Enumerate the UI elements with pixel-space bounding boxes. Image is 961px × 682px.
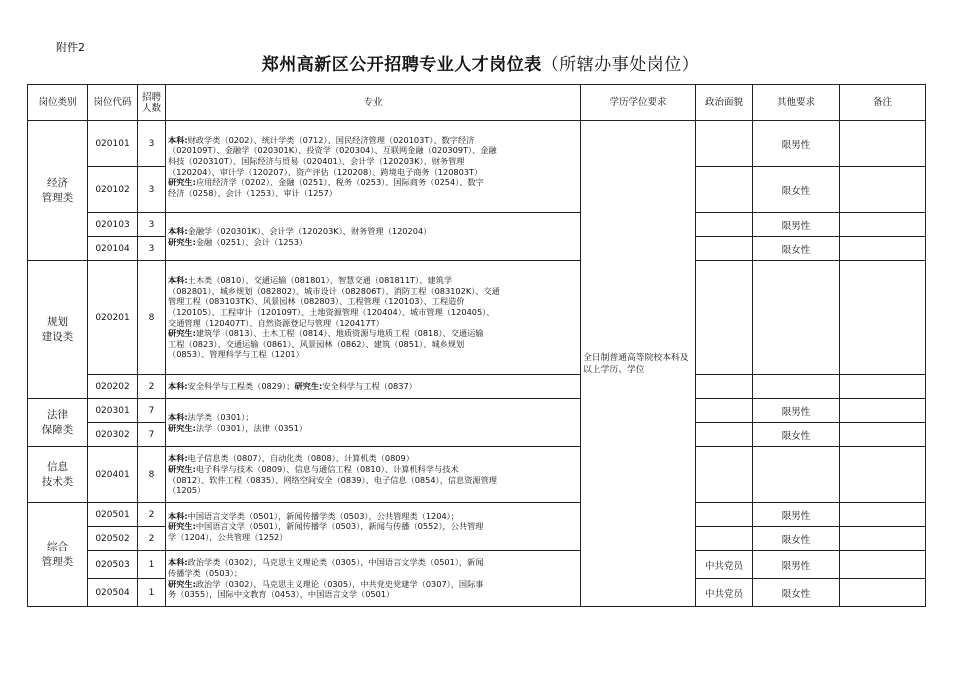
- major-text: 政治学类（0302），马克思主义理论类（0305），中国语言文学类（0501），新闻 传播学类（0503）；: [168, 557, 484, 578]
- category-cell: 经济 管理类: [28, 121, 88, 261]
- major-text: 法学（0301），法律（0351）: [195, 422, 308, 433]
- major-cell: [166, 551, 581, 607]
- code-cell: 020503: [88, 551, 138, 579]
- major-text: 财政学类（0202）、统计学类（0712）、国民经济管理（020103T）、数字经济 （020109T）、金融学（020301K）、投资学（020304）、互联网金融（020309T）、金融 科技（020310T）、国际经济与贸易（020401）、会计学（120203K）、财务管理 （120204）、审计学（120207）、资产评估（120208）、跨境电子商务（120803T）: [168, 134, 497, 177]
- code-cell: 020401: [88, 447, 138, 503]
- category-cell: 法律 保障类: [28, 399, 88, 447]
- positions-table: [27, 84, 926, 607]
- remarks-cell: [840, 551, 926, 579]
- political-cell: [696, 447, 753, 503]
- header-political: 政治面貌: [696, 85, 753, 121]
- page-title: [0, 50, 961, 75]
- table-row: [28, 121, 926, 167]
- other-cell: 限男性: [753, 121, 840, 167]
- remarks-cell: [840, 213, 926, 237]
- code-cell: 020504: [88, 579, 138, 607]
- label-benke: 本科:: [168, 510, 188, 521]
- title-main: 郑州高新区公开招聘专业人才岗位表: [261, 55, 542, 75]
- label-yanjiusheng: 研究生:: [168, 236, 196, 247]
- other-cell: 限女性: [753, 527, 840, 551]
- title-sub: （所辖办事处岗位）: [541, 55, 700, 75]
- other-cell: 限男性: [753, 551, 840, 579]
- political-cell: [696, 237, 753, 261]
- header-remarks: 备注: [840, 85, 926, 121]
- table-row: [28, 399, 926, 423]
- table-row: [28, 375, 926, 399]
- other-cell: [753, 261, 840, 375]
- major-text: 金融（0251）、会计（1253）: [195, 236, 308, 247]
- count-cell: 8: [138, 261, 166, 375]
- count-cell: 3: [138, 213, 166, 237]
- header-count: 招聘人数: [138, 85, 166, 121]
- table-row: [28, 551, 926, 579]
- table-row: [28, 447, 926, 503]
- major-cell: [166, 213, 581, 261]
- label-benke: 本科:: [168, 453, 188, 464]
- count-cell: 3: [138, 121, 166, 167]
- major-text: 金融学（020301K）、会计学（120203K）、财务管理（120204）: [187, 225, 432, 236]
- major-cell: [166, 399, 581, 447]
- remarks-cell: [840, 167, 926, 213]
- major-text: 电子科学与技术（0809）、信息与通信工程（0810）、计算机科学与技术 （0812）、软件工程（0835）、网络空间安全（0839）、电子信息（0854）、信息资源管理 （1205）: [168, 463, 497, 496]
- label-benke: 本科:: [168, 134, 188, 145]
- code-cell: 020502: [88, 527, 138, 551]
- major-text: 应用经济学（0202）、金融（0251）、税务（0253）、国际商务（0254）、数字 经济（0258）、会计（1253）、审计（1257）: [168, 177, 484, 198]
- header-education: 学历学位要求: [581, 85, 696, 121]
- code-cell: 020201: [88, 261, 138, 375]
- political-cell: [696, 503, 753, 527]
- remarks-cell: [840, 375, 926, 399]
- remarks-cell: [840, 503, 926, 527]
- count-cell: 1: [138, 551, 166, 579]
- other-cell: [753, 375, 840, 399]
- other-cell: [753, 447, 840, 503]
- count-cell: 2: [138, 527, 166, 551]
- code-cell: 020104: [88, 237, 138, 261]
- table-header-row: [28, 85, 926, 121]
- label-yanjiusheng: 研究生:: [168, 463, 196, 474]
- category-cell: 信息 技术类: [28, 447, 88, 503]
- major-text: 建筑学（0813）、土木工程（0814）、地质资源与地质工程（0818）、交通运输 工程（0823）、交通运输（0861）、风景园林（0862）、建筑（0851）、城乡规划 （0853）、管理科学与工程（1201）: [168, 328, 484, 360]
- label-yanjiusheng: 研究生:: [168, 422, 196, 433]
- count-cell: 2: [138, 375, 166, 399]
- remarks-cell: [840, 423, 926, 447]
- major-text: 中国语言文学类（0501），新闻传播学类（0503），公共管理类（1204）；: [187, 510, 459, 521]
- header-category: 岗位类别: [28, 85, 88, 121]
- other-cell: 限女性: [753, 423, 840, 447]
- major-text: 法学类（0301）；: [187, 411, 254, 422]
- label-benke: 本科:: [168, 557, 188, 568]
- label-benke: 本科:: [168, 275, 188, 286]
- count-cell: 1: [138, 579, 166, 607]
- attachment-label: 附件2: [56, 41, 85, 54]
- major-text: 政治学（0302），马克思主义理论（0305），中共党史党建学（0307），国际事 务（0355），国际中文教育（0453），中国语言文学（0501）: [168, 578, 484, 600]
- major-text: 电子信息类（0807）、自动化类（0808）、计算机类（0809）: [187, 453, 414, 464]
- remarks-cell: [840, 447, 926, 503]
- header-other: 其他要求: [753, 85, 840, 121]
- political-cell: [696, 527, 753, 551]
- category-cell: 综合 管理类: [28, 503, 88, 607]
- education-cell: 全日制普通高等院校本科及以上学历、学位: [581, 121, 696, 607]
- label-benke: 本科:: [168, 225, 188, 236]
- other-cell: 限男性: [753, 399, 840, 423]
- political-cell: 中共党员: [696, 579, 753, 607]
- code-cell: 020301: [88, 399, 138, 423]
- count-cell: 8: [138, 447, 166, 503]
- code-cell: 020501: [88, 503, 138, 527]
- political-cell: [696, 213, 753, 237]
- code-cell: 020101: [88, 121, 138, 167]
- remarks-cell: [840, 237, 926, 261]
- political-cell: [696, 167, 753, 213]
- count-cell: 7: [138, 399, 166, 423]
- table-row: [28, 213, 926, 237]
- major-text: 安全科学与工程类（0829）；: [187, 381, 295, 392]
- header-code: 岗位代码: [88, 85, 138, 121]
- label-yanjiusheng: 研究生:: [294, 381, 323, 392]
- count-cell: 3: [138, 167, 166, 213]
- major-cell: [166, 447, 581, 503]
- count-cell: 2: [138, 503, 166, 527]
- major-cell: [166, 375, 581, 399]
- political-cell: [696, 121, 753, 167]
- political-cell: [696, 261, 753, 375]
- code-cell: 020103: [88, 213, 138, 237]
- count-cell: 3: [138, 237, 166, 261]
- label-yanjiusheng: 研究生:: [168, 177, 196, 188]
- other-cell: 限男性: [753, 213, 840, 237]
- remarks-cell: [840, 261, 926, 375]
- other-cell: 限女性: [753, 237, 840, 261]
- other-cell: 限女性: [753, 167, 840, 213]
- category-cell: 规划 建设类: [28, 261, 88, 399]
- remarks-cell: [840, 121, 926, 167]
- label-yanjiusheng: 研究生:: [168, 328, 196, 339]
- table-row: [28, 261, 926, 375]
- table-row: [28, 503, 926, 527]
- other-cell: 限男性: [753, 503, 840, 527]
- remarks-cell: [840, 579, 926, 607]
- major-text: 中国语言文学（0501），新闻传播学（0503），新闻与传播（0552），公共管理 学（1204），公共管理（1252）: [168, 521, 484, 542]
- label-yanjiusheng: 研究生:: [168, 521, 196, 532]
- major-cell: [166, 261, 581, 375]
- code-cell: 020302: [88, 423, 138, 447]
- political-cell: [696, 375, 753, 399]
- major-cell: [166, 121, 581, 213]
- major-text: 安全科学与工程（0837）: [322, 381, 417, 392]
- header-major: 专业: [166, 85, 581, 121]
- major-cell: [166, 503, 581, 551]
- political-cell: [696, 423, 753, 447]
- code-cell: 020202: [88, 375, 138, 399]
- remarks-cell: [840, 399, 926, 423]
- political-cell: [696, 399, 753, 423]
- remarks-cell: [840, 527, 926, 551]
- count-cell: 7: [138, 423, 166, 447]
- other-cell: 限女性: [753, 579, 840, 607]
- label-benke: 本科:: [168, 411, 188, 422]
- political-cell: 中共党员: [696, 551, 753, 579]
- label-yanjiusheng: 研究生:: [168, 578, 196, 589]
- code-cell: 020102: [88, 167, 138, 213]
- major-text: 土木类（0810）、交通运输（081801）、智慧交通（081811T）、建筑学 （082801）、城乡规划（082802）、城市设计（082806T）、消防工程（083102K）、交通 管理工程（083103TK）、风景园林（082803）、工程管理（120103）、工程造价 （120105）、工程审计（120109T）、土地资源管理（120404）、城市管理（120405）、 交通管理（120407T）、自然资源登记与管理（120417T）: [168, 275, 500, 328]
- label-benke: 本科:: [168, 381, 188, 392]
